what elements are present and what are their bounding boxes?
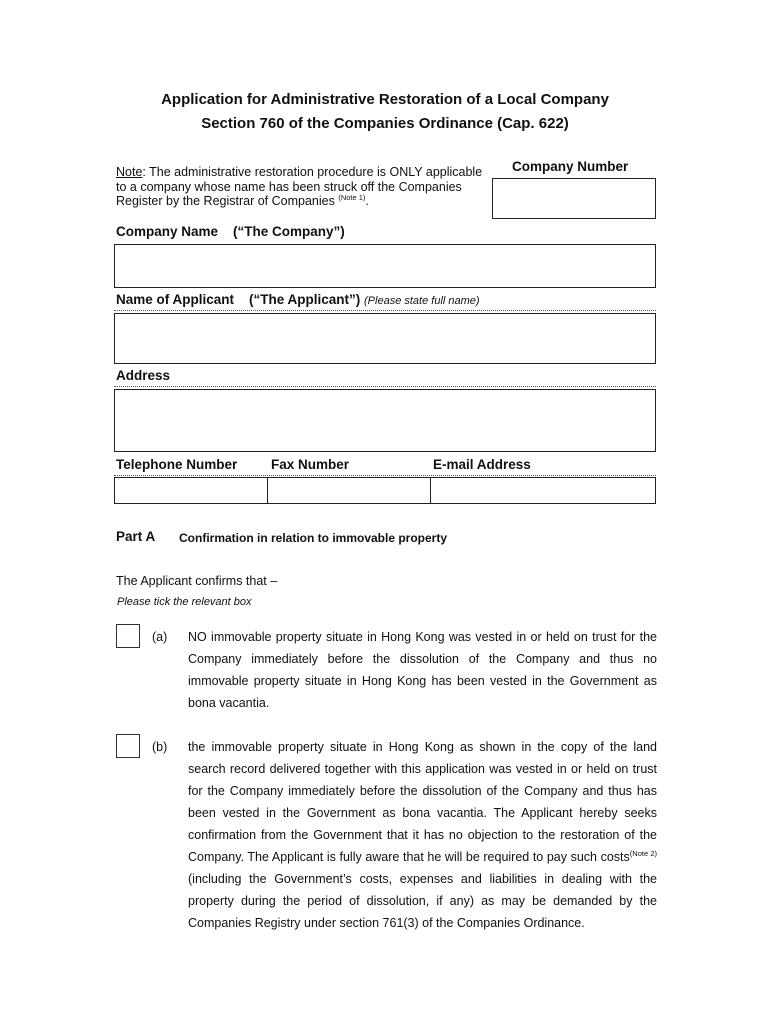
part-a-instruction: Please tick the relevant box [117,596,252,608]
address-label: Address [116,368,171,383]
telephone-field[interactable] [114,477,268,504]
note-2-reference: (Note 2) [629,849,657,858]
option-a-letter: (a) [152,630,168,644]
note-prefix: Note [116,165,143,179]
applicant-name-label-text: Name of Applicant (“The Applicant”) [116,292,365,307]
part-a-heading: Confirmation in relation to immovable property [179,531,448,545]
address-field[interactable] [114,389,656,452]
divider [114,310,656,311]
eligibility-note [116,165,486,209]
applicant-name-field[interactable] [114,313,656,364]
applicant-name-label [116,292,480,307]
option-b-text [188,736,657,934]
email-label: E-mail Address [433,457,531,472]
divider [114,475,656,476]
note-1-reference: (Note 1) [338,193,366,202]
company-number-label: Company Number [512,159,629,174]
company-name-field[interactable] [114,244,656,288]
form-subtitle: Section 760 of the Companies Ordinance (Cap. 622) [201,115,569,132]
note-suffix: . [365,194,369,208]
part-a-intro: The Applicant confirms that – [116,574,278,588]
option-b-letter: (b) [152,740,168,754]
applicant-name-hint: (Please state full name) [364,295,480,307]
option-a-text: NO immovable property situate in Hong Kong was vested in or held on trust for the Company immediately before the dissolution of the Company and thus no immovable property situate in Hong Kong has been vested in the Government as bona vacantia. [188,630,657,710]
part-a-label: Part A [116,529,156,544]
company-number-field[interactable] [492,178,656,219]
note-text: : The administrative restoration procedure is ONLY applicable to a company whose name has been struck off the Companies Register by the Registrar of Companies [116,165,483,208]
fax-field[interactable] [267,477,431,504]
option-b-text-before: the immovable property situate in Hong Kong as shown in the copy of the land search record delivered together with this application was vested in or held on trust for the Company immediately before the dissolution of the Company and thus has been vested in the Government as bona vacantia. The Applicant hereby seeks confirmation from the Government that it has no objection to the restoration of the Company. The Applicant is fully aware that he will be required to pay such costs [188,740,657,864]
option-a-checkbox[interactable] [116,624,140,648]
option-b-text-after: (including the Government’s costs, expenses and liabilities in dealing with the property during the period of dissolution, if any) as may be demanded by the Companies Registry under section 761(3) of the Companies Ordinance. [188,872,657,930]
fax-label: Fax Number [271,457,350,472]
email-field[interactable] [430,477,656,504]
company-name-label: Company Name (“The Company”) [116,224,345,239]
option-b-checkbox[interactable] [116,734,140,758]
form-title: Application for Administrative Restoration of a Local Company [161,91,609,108]
telephone-label: Telephone Number [116,457,238,472]
divider [114,386,656,387]
